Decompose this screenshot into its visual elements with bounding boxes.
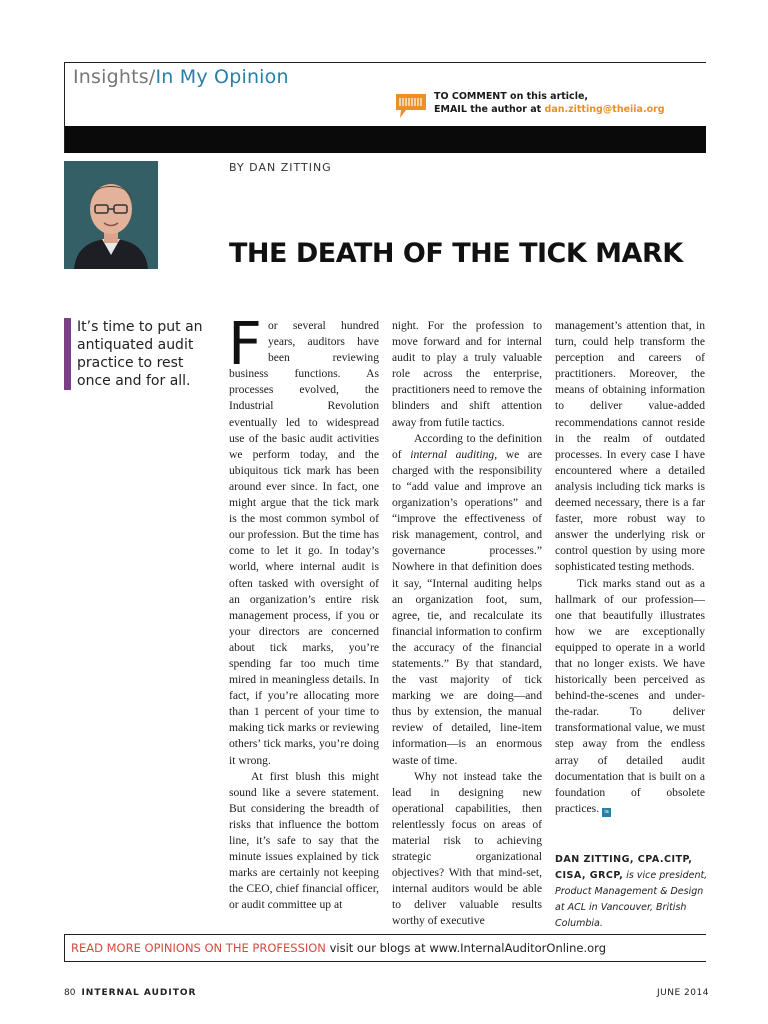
promo-box [64,934,706,962]
comment-bubble-icon [394,92,428,120]
paragraph [228,309,379,769]
paragraph-text: , we are charged with the responsibility to “add value and improve an organization’s operations” and “improve the effectiveness of risk management, control, and governance processes.” Nowhere in that definition does it say, “Internal auditing helps an organization foot, sum, agree, tie, and recalculate its financial information to confirm the accuracy of the financial statements.” By that standard, the vast majority of tick marking we are doing—and thus by extension, the manual review of detailed, line-item information—is an enormous waste of time. [392,447,542,767]
paragraph: Why not instead take the lead in designing new operational capabilities, then relentlessly focus on areas of material risk to achieving strategic organizational objectives? With that mind-set, internal auditors would be able to deliver valuable results worthy of executive [392,769,542,928]
paragraph: management’s attention that, in turn, could help transform the perception and careers of practitioners. Moreover, the means of obtaining information to deliver value-added recommendations cannot reside in the realm of outdated processes. In every case I have encountered where a detailed analysis including tick marks is deemed necessary, there is a far faster, more robust way to answer the underlying risk or control question by using more sophisticated testing methods. [555,319,705,574]
page-footer-left [64,988,196,998]
promo-text [71,941,606,955]
article-title: THE DEATH OF THE TICK MARK [229,238,683,269]
page-number: 80 [64,988,76,998]
paragraph [555,576,705,817]
author-portrait-illustration [64,161,158,269]
promo-highlight: READ MORE OPINIONS ON THE PROFESSION [71,941,326,955]
author-description: is vice president, Product Management & Design at ACL in Vancouver, British Columbia. [555,870,708,929]
paragraph-text: According to the definition of [392,431,542,461]
drop-cap: F [228,309,262,378]
comment-line-1: TO COMMENT on this article, [434,91,588,102]
end-of-article-icon: ia [602,808,611,817]
promo-link[interactable]: visit our blogs at www.InternalAuditorOnline.org [325,941,606,955]
byline: BY DAN ZITTING [229,161,332,174]
author-email-link[interactable]: dan.zitting@theiia.org [544,104,665,115]
paragraph [392,431,542,769]
section-name: Insights/ [73,66,156,88]
subsection-name: In My Opinion [155,66,289,88]
paragraph-text: or several hundred years, auditors have been reviewing business functions. As processes evolved, the Industrial Revolution eventually led to widespread use of the basic audit activities we perform today, and the ubiquitous tick mark has been around ever since. In fact, one might argue that the tick mark is the most common symbol of our profession. But the time has come to let it go. In today’s world, where internal audit is often tasked with oversight of an organization’s entire risk management process, if you or your directors are concerned about tick marks, you’re spending far too much time mired in meaningless details. In fact, if you’re allocating more than 1 percent of your time to making tick marks or reviewing others’ tick marks, you’re doing it wrong. [229,319,379,767]
header-black-bar [65,126,706,153]
issue-date: JUNE 2014 [657,988,709,998]
magazine-name: INTERNAL AUDITOR [81,988,197,998]
paragraph: night. For the profession to move forward and for internal audit to play a truly valuable role across the enterprise, practitioners need to remove the blinders and shift attention away from futile tactics. [392,319,542,429]
text-column-2 [392,318,542,930]
comment-prefix: EMAIL the author at [434,104,545,115]
paragraph: At first blush this might sound like a severe statement. But considering the breadth of risks that influence the bottom line, it’s safe to say that the minute issues explained by tick marks are certainly not keeping the CEO, chief financial officer, or audit committee up at [229,769,379,912]
author-photo [64,161,158,269]
header-box [64,62,706,153]
section-label [73,66,289,88]
text-column-3 [555,318,705,817]
author-bio [555,852,710,932]
paragraph-text: Tick marks stand out as a hallmark of our profession—one that beautifully illustrates how we are exceptionally equipped to operate in a world that no longer exists. We have historically been perceived as behind-the-scenes and under-the-radar. To deliver transformational value, we must step away from the endless array of detailed audit documentation that is built on a foundation of obsolete practices. [555,576,705,815]
author-name: DAN ZITTING, CPA.CITP, CISA, GRCP, [555,854,693,881]
comment-callout [434,90,665,116]
pull-quote: It’s time to put an antiquated audit practice to rest once and for all. [64,318,217,390]
text-column-1 [228,309,379,913]
comment-line-2 [434,103,665,116]
emphasis-term: internal auditing [410,447,495,461]
